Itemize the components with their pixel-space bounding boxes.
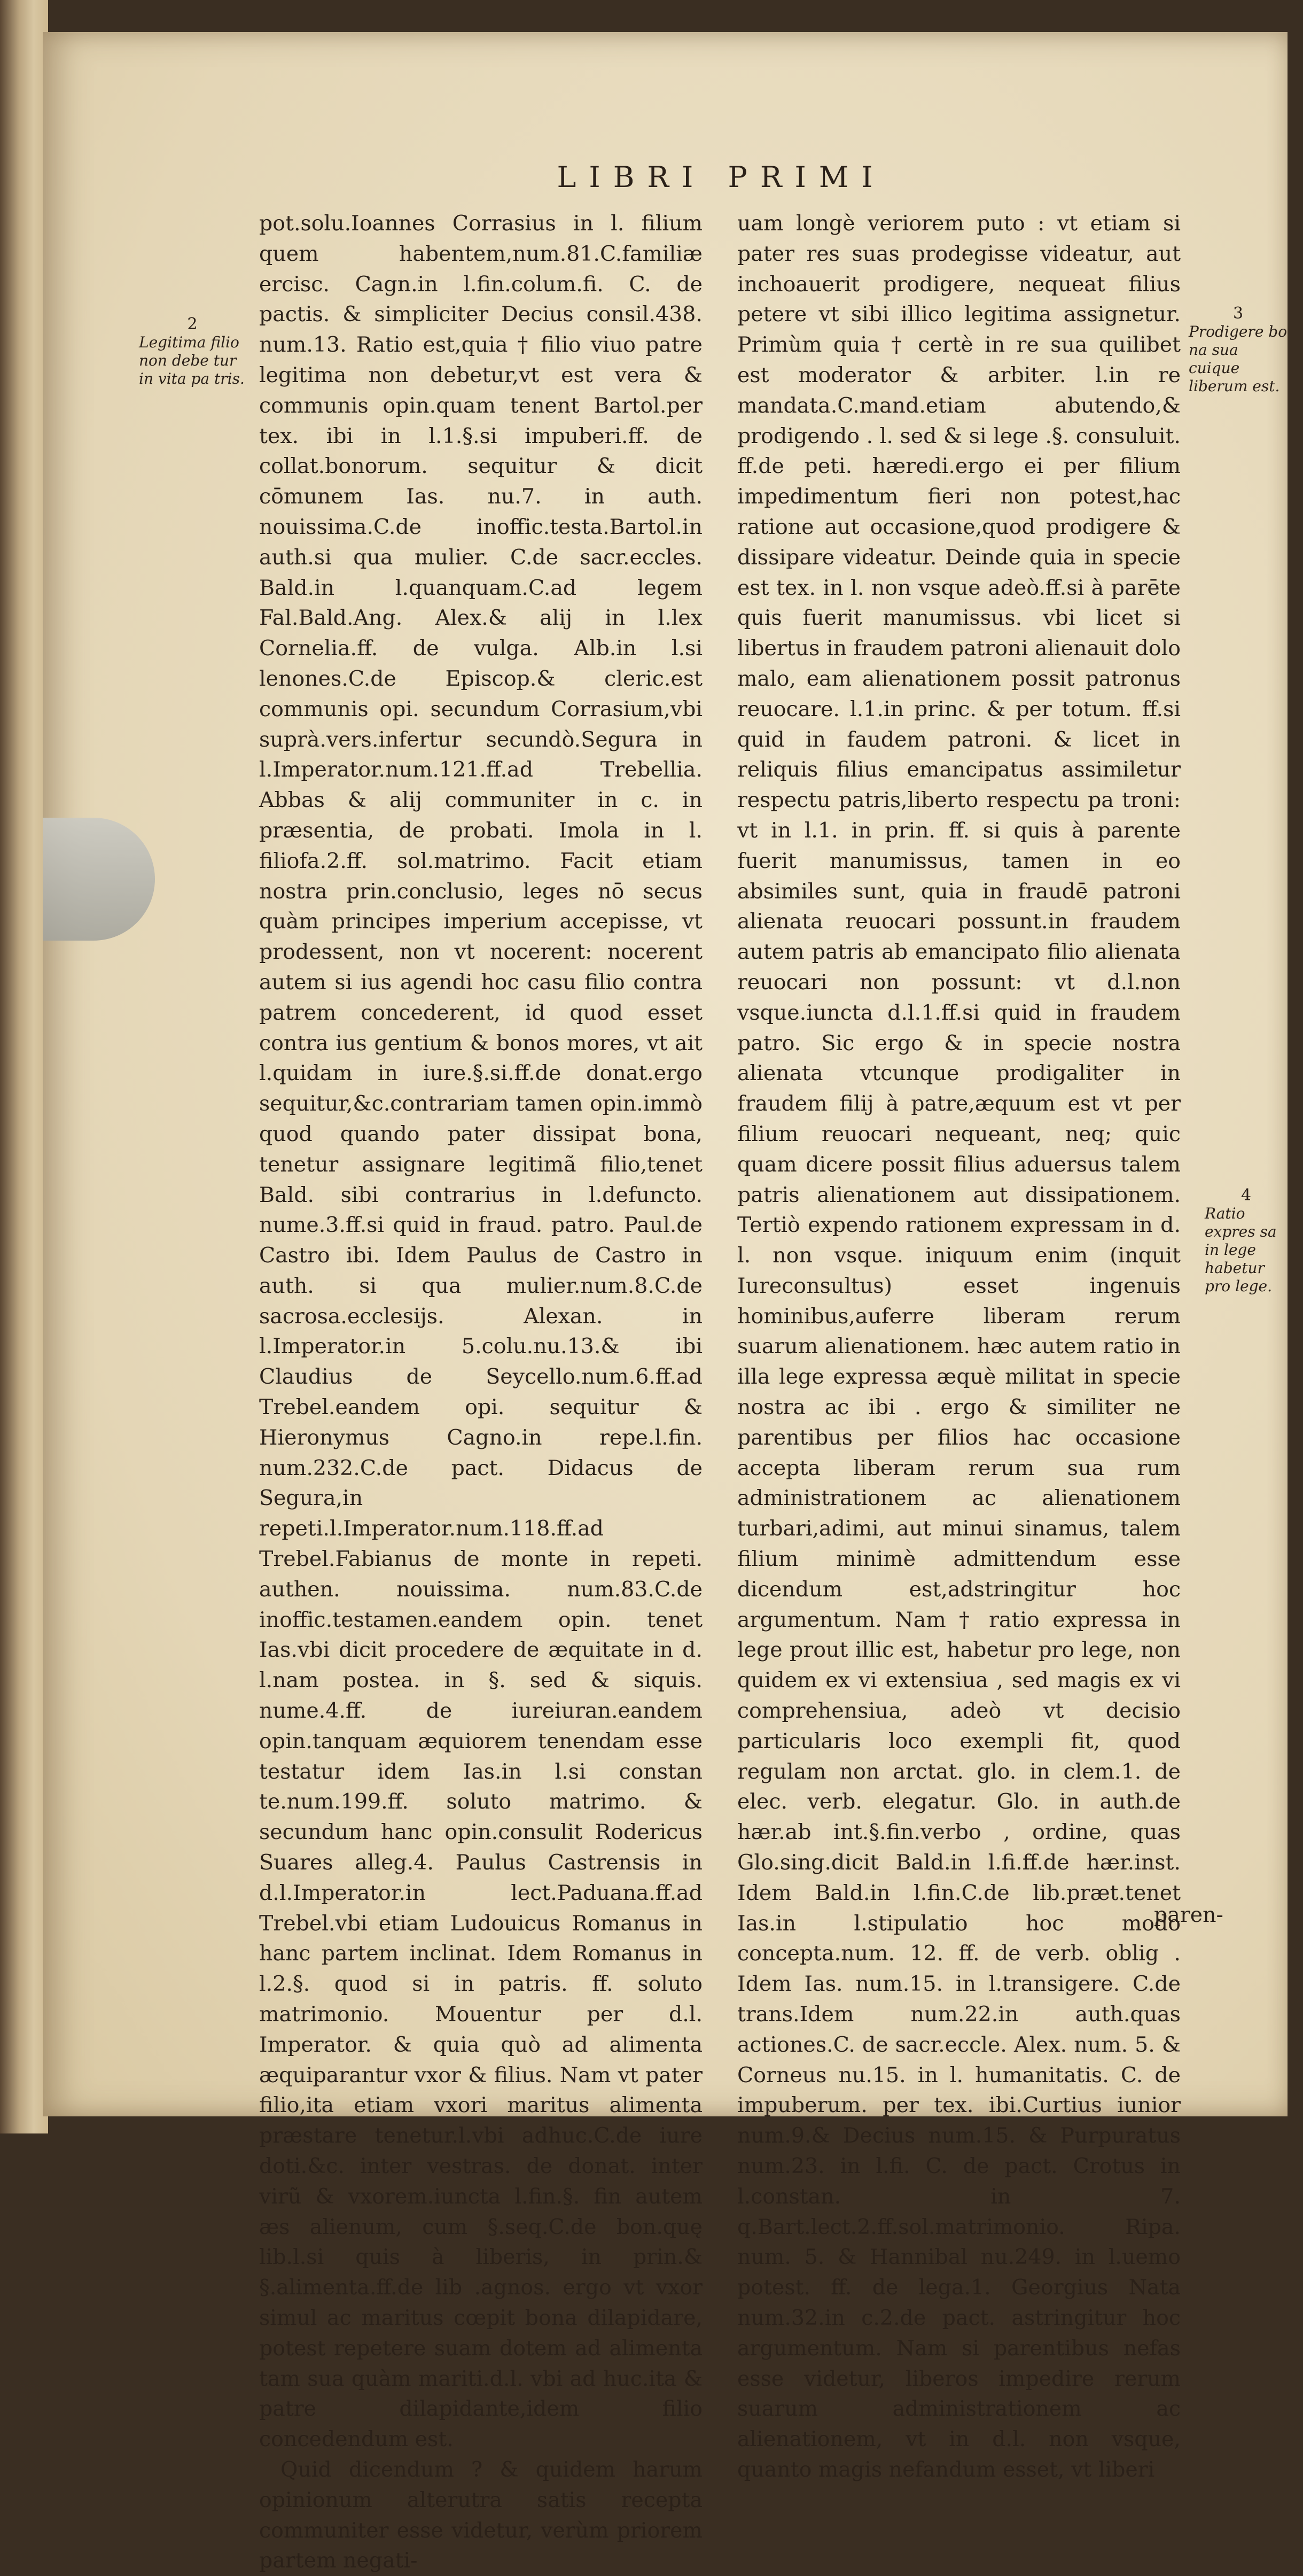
margin-note-text: Legitima filio non debe tur in vita pa tris. [139,333,245,387]
margin-note-3 [1189,305,1288,395]
margin-note-number: 4 [1240,1186,1252,1205]
right-paragraph-1: uam longè veriorem puto : vt etiam si pater res suas prodegisse videatur, aut inchoauerit prodigere, nequeat filius petere vt sibi illico legitima assignetur. Primùm quia † certè in re sua quilibet est moderator & arbiter. l.in re mandata.C.mand.etiam abutendo,& prodigendo . l. sed & si lege .§. consuluit. ff.de peti. hæredi.ergo ei per filium impedimentum fieri non potest,hac ratione aut occasione,quod prodigere & dissipare videatur. Deinde quia in specie est tex. in l. non vsque adeò.ff.si à parēte quis fuerit manumissus. vbi licet si libertus in fraudem patroni alienauit dolo malo, eam alienationem possit patronus reuocare. l.1.in princ. & per totum. ff.si quid in faudem patroni. & licet in reliquis filius emancipatus assimiletur respectu patris,liberto respectu pa troni: vt in l.1. in prin. ff. si quis à parente fuerit manumissus, tamen in eo absimiles sunt, quia in fraudē patroni alienata reuocari possunt.in fraudem autem patris ab emancipato filio alienata reuocari non possunt: vt d.l.non vsque.iuncta d.l.1.ff.si quid in fraudem patro. Sic ergo & in specie nostra alienata vtcunque prodigaliter in fraudem filij à patre,æquum est vt per filium reuocari nequeant, neq; quic quam dicere possit filius aduersus talem patris alienationem aut dissipationem. Tertiò expendo rationem expressam in d. l. non vsque. iniquum enim (inquit Iureconsultus) esset ingenuis hominibus,auferre liberam rerum suarum alienationem. hæc autem ratio in illa lege expressa æquè militat in specie nostra ac ibi . ergo & similiter ne parentibus per filios hac occasione accepta liberam rerum sua rum administrationem ac alienationem turbari,adimi, aut minui sinamus, talem filium minimè admittendum esse dicendum est,adstringitur hoc argumentum. Nam † ratio expressa in lege prout illic est, habetur pro lege, non quidem ex vi extensiua , sed magis ex vi comprehensiua, adeò vt decisio particularis loco exempli fit, quod regulam non arctat. glo. in clem.1. de elec. verb. elegatur. Glo. in auth.de hær.ab int.§.fin.verbo , ordine, quas Glo.sing.dicit Bald.in l.fi.ff.de hær.inst. Idem Bald.in l.fin.C.de lib.præt.tenet Ias.in l.stipulatio hoc modo concepta.num. 12. ff. de verb. oblig . Idem Ias. num.15. in l.transigere. C.de trans.Idem num.22.in auth.quas actiones.C. de sacr.eccle. Alex. num. 5. & Corneus nu.15. in l. humanitatis. C. de impuberum. per tex. ibi.Curtius iunior num.9.& Decius num.15. & Purpuratus num.23. in l.fi. C. de pact. Crotus in l.constan. in 7. q.Bart.lect.2.ff.sol.matrimonio. Ripa. num. 5. & Hannibal nu.249. in l.uemo potest. ff. de lega.1. Georgius Nata num.32.in c.2.de pact. astringitur hoc argumentum. Nam si parentibus nefas esse videtur, liberos impedire rerum suarum administrationem ac alienationem, vt in d.l. non vsque, quanto magis nefandum esset, vt liberi [737,211,1181,2482]
margin-note-4 [1205,1186,1288,1295]
running-head: LIBRI PRIMI [557,160,886,194]
left-paragraph-2: Quid dicendum ? & quidem harum opinionum alterutra satis recepta communiter esse videtur, verùm priorem partem negati- [259,2457,703,2573]
margin-note-text: Ratio expres sa in lege habetur pro lege. [1205,1205,1277,1295]
right-column [737,208,1181,2485]
left-paragraph-1: pot.solu.Ioannes Corrasius in l. filium quem habentem,num.81.C.familiæ ercisc. Cagn.in l.fin.colum.fi. C. de pactis. & simpliciter Decius consil.438. num.13. Ratio est,quia † filio viuo patre legitima non debetur,vt est vera & communis opin.quam tenent Bartol.per tex. ibi in l.1.§.si impuberi.ff. de collat.bonorum. sequitur & dicit cōmunem Ias. nu.7. in auth. nouissima.C.de inoffic.testa.Bartol.in auth.si qua mulier. C.de sacr.eccles. Bald.in l.quanquam.C.ad legem Fal.Bald.Ang. Alex.& alij in l.lex Cornelia.ff. de vulga. Alb.in l.si lenones.C.de Episcop.& cleric.est communis opi. secundum Corrasium,vbi suprà.vers.infertur secundò.Segura in l.Imperator.num.121.ff.ad Trebellia. Abbas & alij communiter in c. in præsentia, de probati. Imola in l. filiofa.2.ff. sol.matrimo. Facit etiam nostra prin.conclusio, leges nō secus quàm principes imperium accepisse, vt prodessent, non vt nocerent: nocerent autem si ius agendi hoc casu filio contra patrem concederent, id quod esset contra ius gentium & bonos mores, vt ait l.quidam in iure.§.si.ff.de donat.ergo sequitur,&c.contrariam tamen opin.immò quod quando pater dissipat bona, tenetur assignare legitimã filio,tenet Bald. sibi contrarius in l.defuncto. nume.3.ff.si quid in fraud. patro. Paul.de Castro ibi. Idem Paulus de Castro in auth. si qua mulier.num.8.C.de sacrosa.ecclesijs. Alexan. in l.Imperator.in 5.colu.nu.13.& ibi Claudius de Seycello.num.6.ff.ad Trebel.eandem opi. sequitur & Hieronymus Cagno.in repe.l.fin. num.232.C.de pact. Didacus de Segura,in repeti.l.Imperator.num.118.ff.ad Trebel.Fabianus de monte in repeti. authen. nouissima. num.83.C.de inoffic.testamen.eandem opin. tenet Ias.vbi dicit procedere de æquitate in d. l.nam postea. in §. sed & siquis. nume.4.ff. de iureiuran.eandem opin.tanquam æquiorem tenendam esse testatur idem Ias.in l.si constan te.num.199.ff. soluto matrimo. & secundum hanc opin.consulit Rodericus Suares alleg.4. Paulus Castrensis in d.l.Imperator.in lect.Paduana.ff.ad Trebel.vbi etiam Ludouicus Romanus in hanc partem inclinat. Idem Romanus in l.2.§. quod si in patris. ff. soluto matrimonio. Mouentur per d.l. Imperator. & quia quò ad alimenta æquiparantur vxor & filius. Nam vt pater filio,ita etiam vxori maritus alimenta præstare tenetur.l.vbi adhuc.C.de iure doti.&c. inter vestras. de donat. inter virũ & vxorem.iuncta l.fin.§. fin autem æs alienum, cum §.seq.C.de bon.quę lib.l.si quis à liberis, in prin.& §.alimenta.ff.de lib .agnos. ergo vt vxor simul ac maritus cœpit bona dilapidare, potest repetere suam dotem ad alimenta tam sua quàm mariti.d.l. vbi ad huc.ita & patre dilapidante,idem filio concedendum est. [259,211,703,2452]
margin-note-text: Prodigere bo na sua cuique liberum est. [1189,323,1288,395]
paper-clip [43,818,155,941]
book-edge [0,0,48,2133]
margin-note-number: 3 [1232,304,1244,323]
left-column [259,208,703,2576]
margin-note-2 [139,315,246,388]
margin-note-number: 2 [187,315,198,333]
catchword: paren- [1154,1903,1223,1927]
